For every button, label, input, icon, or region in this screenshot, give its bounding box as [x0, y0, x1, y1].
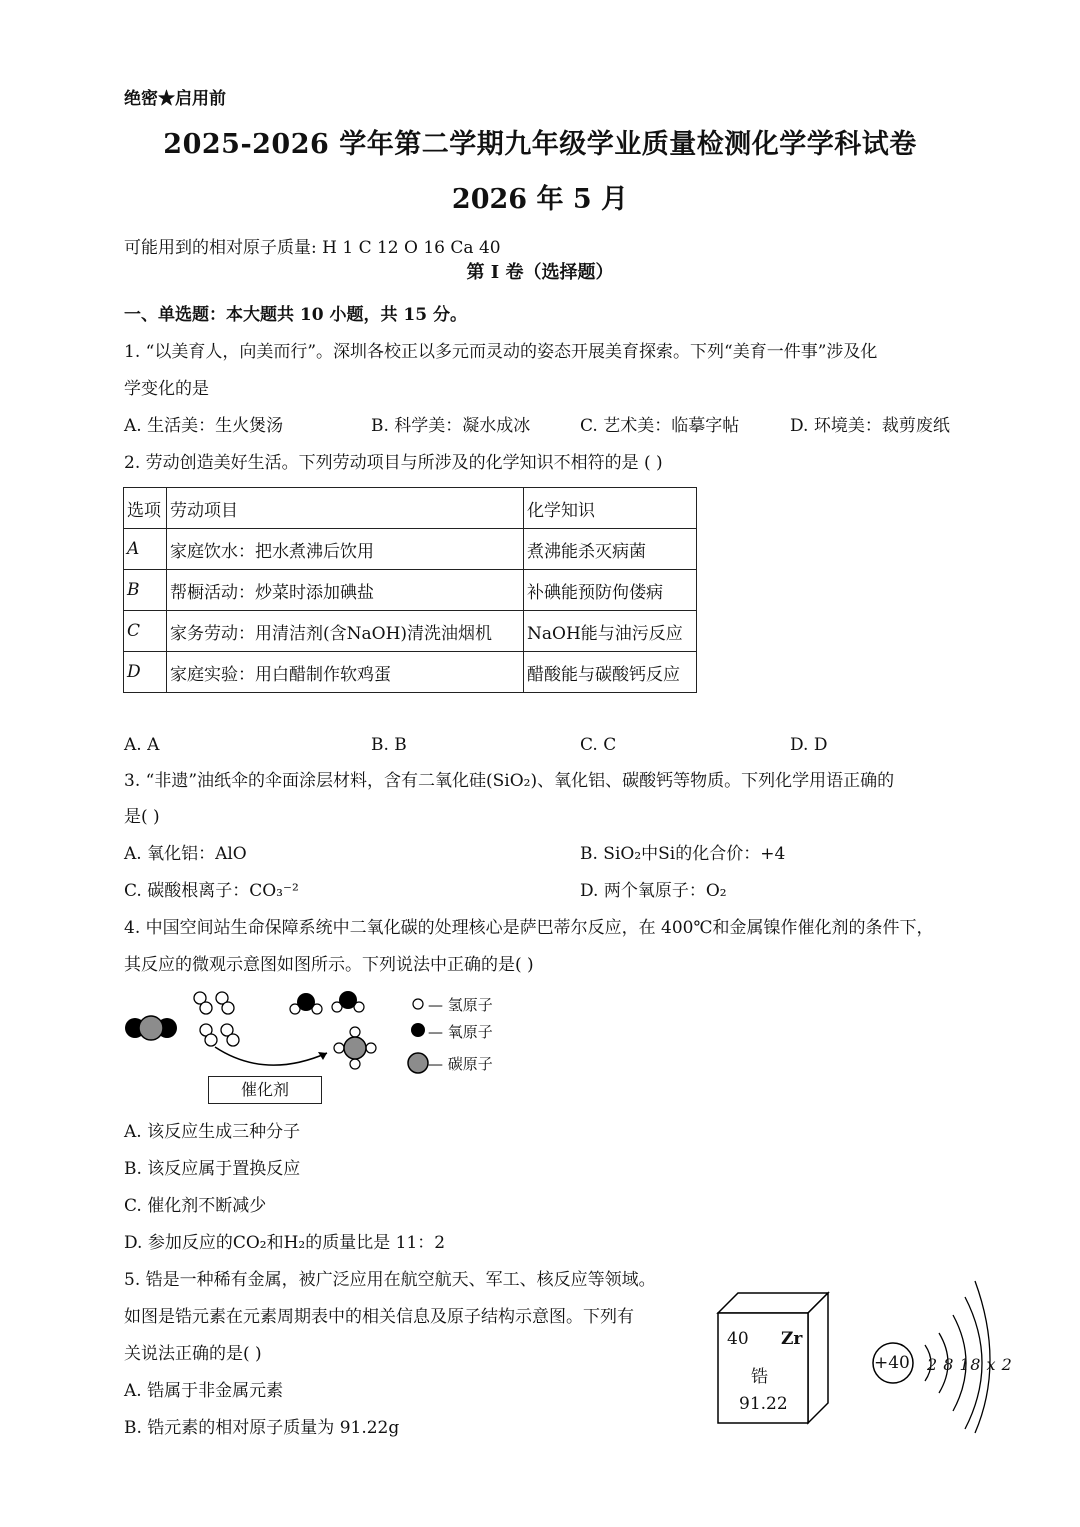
table-row: [124, 529, 697, 570]
volume-title: 第 I 卷（选择题）: [466, 262, 614, 283]
q3-option-d: D. 两个氧原子：O₂: [580, 881, 727, 901]
table-header-cell: 劳动项目: [167, 488, 524, 529]
q4-option-d: D. 参加反应的CO₂和H₂的质量比是 11：2: [124, 1233, 446, 1253]
co2-molecule-icon: [125, 1016, 177, 1040]
hydrogen-atom-icon: [413, 999, 423, 1009]
section-title: 一、单选题：本大题共 10 小题，共 15 分。: [124, 305, 467, 325]
q3-option-b: B. SiO₂中Si的化合价：+4: [580, 844, 786, 864]
q2-option-a: A. A: [124, 735, 160, 755]
table-cell: C: [124, 611, 167, 652]
table-header-row: [124, 488, 697, 529]
table-header-cell: 化学知识: [524, 488, 697, 529]
exam-title: 2025-2026 学年第二学期九年级学业质量检测化学学科试卷: [163, 129, 917, 160]
q3-option-c: C. 碳酸根离子：CO₃⁻²: [124, 881, 299, 901]
table-row: [124, 652, 697, 693]
table-cell: 家务劳动：用清洁剂(含NaOH)清洗油烟机: [167, 611, 524, 652]
table-cell: 家庭实验：用白醋制作软鸡蛋: [167, 652, 524, 693]
atomic-masses: 可能用到的相对原子质量: H 1 C 12 O 16 Ca 40: [124, 238, 501, 258]
q5-stem-line2: 如图是锆元素在元素周期表中的相关信息及原子结构示意图。下列有: [124, 1307, 634, 1327]
element-name: 锆: [751, 1367, 768, 1387]
q4-stem-line2: 其反应的微观示意图如图所示。下列说法中正确的是( ): [124, 955, 534, 975]
confidential-label: 绝密★启用前: [124, 89, 226, 109]
q2-table: [123, 487, 697, 693]
q4-option-b: B. 该反应属于置换反应: [124, 1159, 301, 1179]
q1-option-d: D. 环境美：裁剪废纸: [790, 416, 950, 436]
q1-option-a: A. 生活美：生火煲汤: [124, 416, 284, 436]
table-cell: 帮橱活动：炒菜时添加碘盐: [167, 570, 524, 611]
q5-option-a: A. 锆属于非金属元素: [124, 1381, 284, 1401]
q4-option-c: C. 催化剂不断减少: [124, 1196, 267, 1216]
electron-shells: 2 8 18 x 2: [927, 1355, 1013, 1374]
element-mass: 91.22: [739, 1394, 788, 1414]
legend-carbon: — 碳原子: [428, 1055, 493, 1073]
q3-option-a: A. 氧化铝：AlO: [124, 844, 247, 864]
table-cell: 家庭饮水：把水煮沸后饮用: [167, 529, 524, 570]
q5-stem-line1: 5. 锆是一种稀有金属，被广泛应用在航空航天、军工、核反应等领域。: [124, 1270, 656, 1290]
legend-hydrogen: — 氢原子: [428, 996, 493, 1014]
table-cell: A: [124, 529, 167, 570]
table-header-cell: 选项: [124, 488, 167, 529]
h2-molecules-icon: [194, 992, 239, 1046]
element-number: 40: [727, 1329, 749, 1349]
q1-stem-line1: 1. “以美育人，向美而行”。深圳各校正以多元而灵动的姿态开展美育探索。下列“美育一件事”涉及化: [124, 342, 878, 362]
h2o-molecules-icon: [290, 991, 364, 1014]
q2-option-c: C. C: [580, 735, 617, 755]
q4-option-a: A. 该反应生成三种分子: [124, 1122, 301, 1142]
carbon-atom-icon: [408, 1053, 428, 1073]
q2-option-b: B. B: [371, 735, 407, 755]
ch4-molecule-icon: [334, 1027, 376, 1069]
element-symbol: Zr: [781, 1329, 803, 1349]
q3-stem-line1: 3. “非遗”油纸伞的伞面涂层材料，含有二氧化硅(SiO₂)、氧化铝、碳酸钙等物质。下列化学用语正确的: [124, 771, 895, 791]
q5-stem-line3: 关说法正确的是( ): [124, 1344, 262, 1364]
reaction-arrow-icon: [215, 1047, 327, 1065]
table-cell: B: [124, 570, 167, 611]
q4-stem-line1: 4. 中国空间站生命保障系统中二氧化碳的处理核心是萨巴蒂尔反应，在 400℃和金属镍作催化剂的条件下，: [124, 918, 934, 938]
q1-option-c: C. 艺术美：临摹字帖: [580, 416, 740, 436]
oxygen-atom-icon: [411, 1023, 425, 1037]
table-cell: 醋酸能与碳酸钙反应: [524, 652, 697, 693]
q1-option-b: B. 科学美：凝水成冰: [371, 416, 531, 436]
nucleus-charge: +40: [874, 1353, 910, 1373]
table-row: [124, 570, 697, 611]
table-cell: 煮沸能杀灭病菌: [524, 529, 697, 570]
q3-stem-line2: 是( ): [124, 807, 160, 827]
q5-option-b: B. 锆元素的相对原子质量为 91.22g: [124, 1418, 400, 1438]
q1-stem-line2: 学变化的是: [124, 379, 209, 399]
table-cell: NaOH能与油污反应: [524, 611, 697, 652]
exam-date: 2026 年 5 月: [451, 184, 629, 215]
q2-stem: 2. 劳动创造美好生活。下列劳动项目与所涉及的化学知识不相符的是 ( ): [124, 453, 663, 473]
table-cell: 补碘能预防佝偻病: [524, 570, 697, 611]
table-cell: D: [124, 652, 167, 693]
table-row: [124, 611, 697, 652]
legend-oxygen: — 氧原子: [428, 1023, 493, 1041]
catalyst-label: 催化剂: [208, 1076, 322, 1104]
q2-option-d: D. D: [790, 735, 828, 755]
